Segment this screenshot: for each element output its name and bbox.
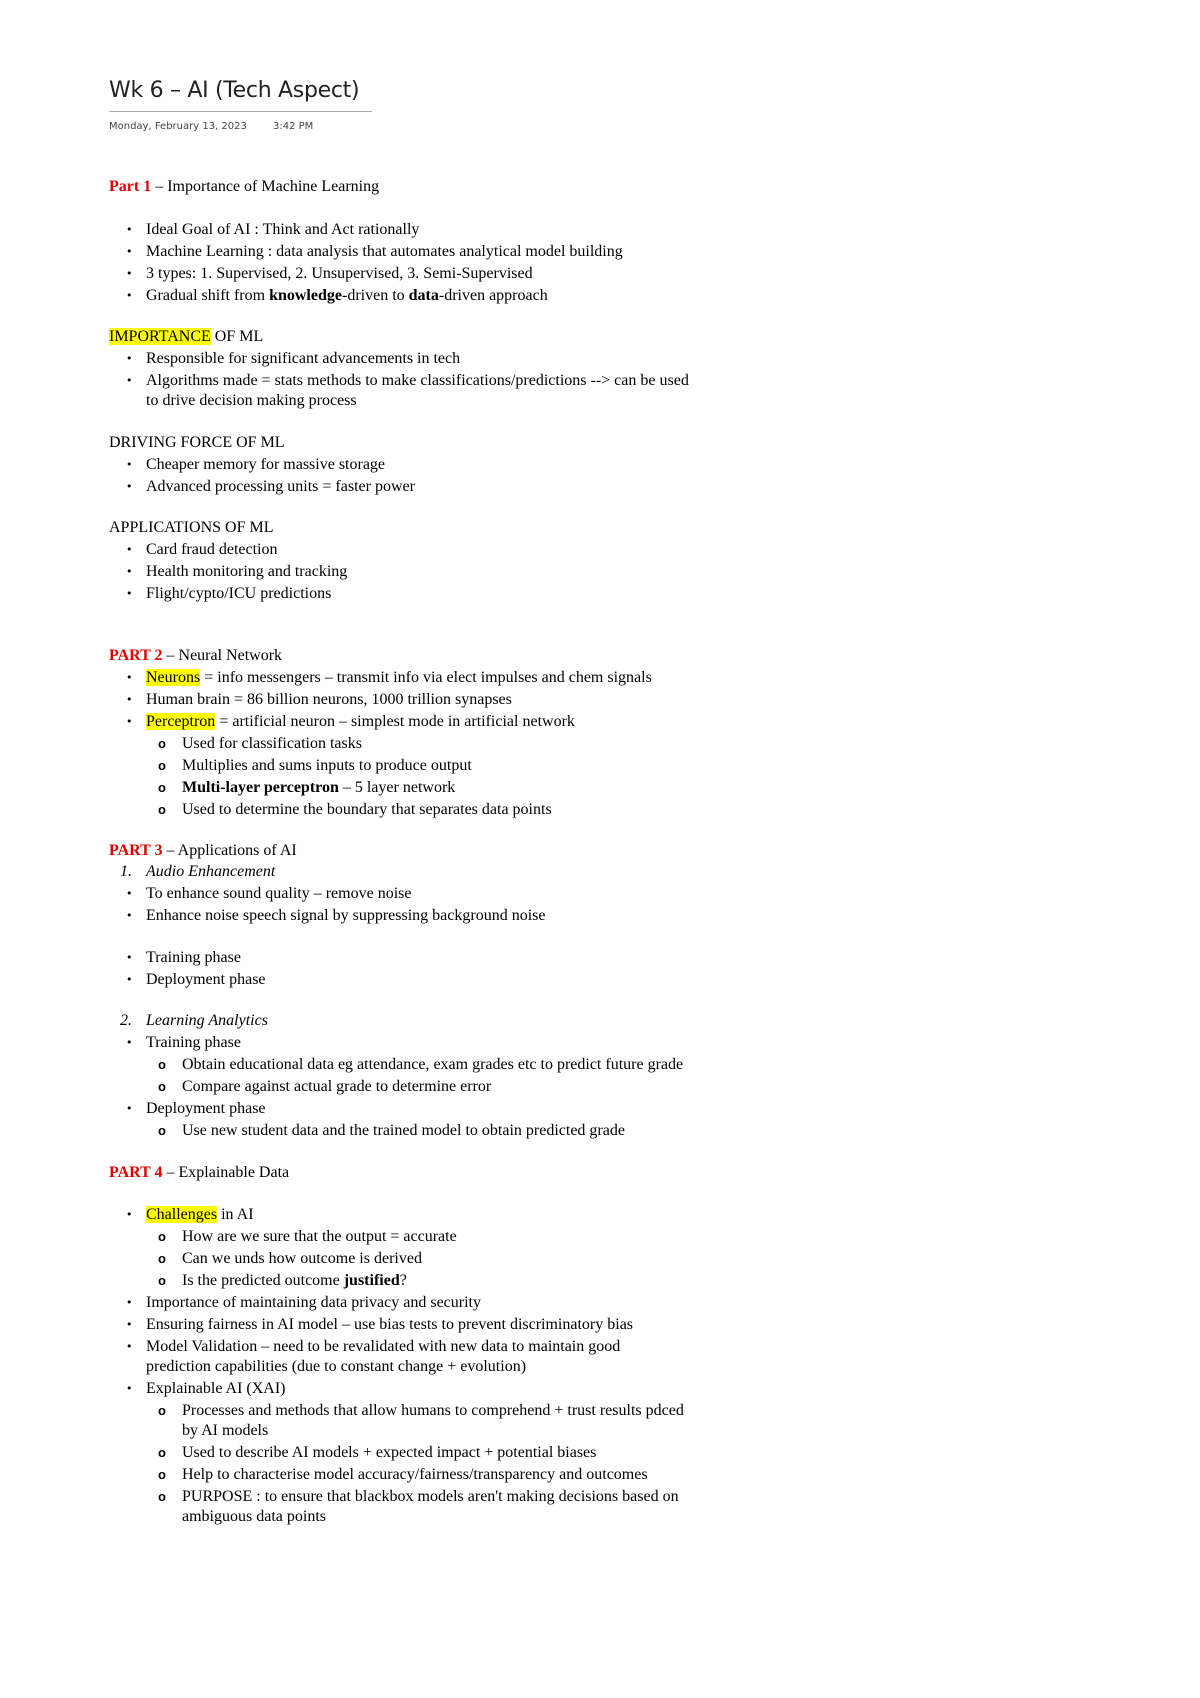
disc-bullet: • <box>126 1296 133 1309</box>
disc-bullet: • <box>126 1382 133 1395</box>
part1-label: Part 1 <box>109 178 152 195</box>
list-item: Explainable AI (XAI) <box>146 1380 286 1397</box>
disc-bullet: • <box>126 352 133 365</box>
disc-bullet: • <box>126 909 133 922</box>
text-run: ? <box>399 1272 407 1289</box>
importance-heading <box>109 327 263 347</box>
sub-list-item: Compare against actual grade to determine error <box>182 1078 492 1095</box>
applications-heading: APPLICATIONS OF ML <box>109 519 274 536</box>
sub-list-item: Help to characterise model accuracy/fairness/transparency and outcomes <box>182 1466 648 1483</box>
list-item <box>146 712 575 732</box>
list-item: Training phase <box>146 949 241 966</box>
note-date: Monday, February 13, 2023 <box>109 121 247 132</box>
list-item-continuation: prediction capabilities (due to constant change + evolution) <box>146 1358 527 1375</box>
list-item: Ideal Goal of AI : Think and Act rationally <box>146 221 420 238</box>
text-run: OF ML <box>210 328 264 345</box>
sub-list-item: Use new student data and the trained model to obtain predicted grade <box>182 1122 625 1139</box>
highlighted-text: Challenges <box>146 1206 218 1223</box>
circle-bullet: o <box>158 1229 166 1244</box>
disc-bullet: • <box>126 887 133 900</box>
disc-bullet: • <box>126 458 133 471</box>
audio-heading: Audio Enhancement <box>146 863 276 880</box>
disc-bullet: • <box>126 1102 133 1115</box>
circle-bullet: o <box>158 1273 166 1288</box>
sub-list-item-continuation: ambiguous data points <box>182 1508 326 1525</box>
circle-bullet: o <box>158 1467 166 1482</box>
sub-list-item: Can we unds how outcome is derived <box>182 1250 422 1267</box>
disc-bullet: • <box>126 223 133 236</box>
list-item: Ensuring fairness in AI model – use bias tests to prevent discriminatory bias <box>146 1316 634 1333</box>
disc-bullet: • <box>126 693 133 706</box>
part4-heading <box>109 1163 289 1183</box>
sub-list-item <box>182 778 455 798</box>
circle-bullet: o <box>158 1251 166 1266</box>
bold-text: knowledge <box>269 287 342 304</box>
list-item: Enhance noise speech signal by suppressing background noise <box>146 907 546 924</box>
sub-list-item: Multiplies and sums inputs to produce output <box>182 757 472 774</box>
disc-bullet: • <box>126 671 133 684</box>
disc-bullet: • <box>126 587 133 600</box>
text-run: -driven to <box>341 287 409 304</box>
bold-text: Multi-layer perceptron <box>182 779 339 796</box>
list-item <box>146 286 548 306</box>
part3-label: PART 3 <box>109 842 163 859</box>
circle-bullet: o <box>158 1489 166 1504</box>
text-run: in AI <box>217 1206 254 1223</box>
title-underline <box>109 111 372 112</box>
circle-bullet: o <box>158 1057 166 1072</box>
sub-list-item-continuation: by AI models <box>182 1422 269 1439</box>
list-item: Model Validation – need to be revalidated with new data to maintain good <box>146 1338 621 1355</box>
bold-text: justified <box>343 1272 400 1289</box>
list-item <box>146 668 652 688</box>
part3-title: – Applications of AI <box>162 842 297 859</box>
list-item: 3 types: 1. Supervised, 2. Unsupervised, 3. Semi-Supervised <box>146 265 533 282</box>
part2-title: – Neural Network <box>162 647 283 664</box>
part2-label: PART 2 <box>109 647 163 664</box>
part1-heading <box>109 177 379 197</box>
disc-bullet: • <box>126 1318 133 1331</box>
sub-list-item: Used for classification tasks <box>182 735 362 752</box>
part1-title: – Importance of Machine Learning <box>151 178 380 195</box>
list-item: Training phase <box>146 1034 241 1051</box>
list-item: Deployment phase <box>146 1100 266 1117</box>
list-item <box>146 1205 254 1225</box>
circle-bullet: o <box>158 802 166 817</box>
list-item: Flight/cypto/ICU predictions <box>146 585 332 602</box>
list-number: 1. <box>120 863 132 880</box>
part3-heading <box>109 841 297 861</box>
list-item: Advanced processing units = faster power <box>146 478 415 495</box>
circle-bullet: o <box>158 780 166 795</box>
note-time: 3:42 PM <box>273 121 314 132</box>
circle-bullet: o <box>158 1123 166 1138</box>
list-item: Human brain = 86 billion neurons, 1000 trillion synapses <box>146 691 512 708</box>
part4-label: PART 4 <box>109 1164 163 1181</box>
list-item: Card fraud detection <box>146 541 278 558</box>
list-item: Algorithms made = stats methods to make classifications/predictions --> can be used <box>146 372 689 389</box>
sub-list-item: PURPOSE : to ensure that blackbox models aren't making decisions based on <box>182 1488 679 1505</box>
disc-bullet: • <box>126 973 133 986</box>
list-number: 2. <box>120 1012 132 1029</box>
disc-bullet: • <box>126 1036 133 1049</box>
disc-bullet: • <box>126 951 133 964</box>
sub-list-item: Used to determine the boundary that separates data points <box>182 801 552 818</box>
sub-list-item: Used to describe AI models + expected impact + potential biases <box>182 1444 597 1461</box>
disc-bullet: • <box>126 715 133 728</box>
list-item-continuation: to drive decision making process <box>146 392 357 409</box>
list-item: Machine Learning : data analysis that automates analytical model building <box>146 243 623 260</box>
list-item: Responsible for significant advancements in tech <box>146 350 461 367</box>
part2-heading <box>109 646 282 666</box>
circle-bullet: o <box>158 1403 166 1418</box>
highlighted-text: Neurons <box>146 669 201 686</box>
disc-bullet: • <box>126 1340 133 1353</box>
list-item: Health monitoring and tracking <box>146 563 348 580</box>
page-title: Wk 6 – AI (Tech Aspect) <box>109 78 360 103</box>
text-run: – 5 layer network <box>338 779 456 796</box>
disc-bullet: • <box>126 245 133 258</box>
text-run: -driven approach <box>438 287 548 304</box>
sub-list-item <box>182 1271 407 1291</box>
text-run: = info messengers – transmit info via elect impulses and chem signals <box>200 669 652 686</box>
highlighted-text: IMPORTANCE <box>109 328 211 345</box>
disc-bullet: • <box>126 1208 133 1221</box>
circle-bullet: o <box>158 736 166 751</box>
disc-bullet: • <box>126 289 133 302</box>
text-run: Is the predicted outcome <box>182 1272 344 1289</box>
circle-bullet: o <box>158 758 166 773</box>
disc-bullet: • <box>126 374 133 387</box>
part4-title: – Explainable Data <box>162 1164 290 1181</box>
list-item: Importance of maintaining data privacy and security <box>146 1294 481 1311</box>
list-item: To enhance sound quality – remove noise <box>146 885 412 902</box>
sub-list-item: Obtain educational data eg attendance, exam grades etc to predict future grade <box>182 1056 684 1073</box>
text-run: = artificial neuron – simplest mode in artificial network <box>215 713 575 730</box>
disc-bullet: • <box>126 565 133 578</box>
list-item: Deployment phase <box>146 971 266 988</box>
driving-heading: DRIVING FORCE OF ML <box>109 434 285 451</box>
sub-list-item: Processes and methods that allow humans to comprehend + trust results pdced <box>182 1402 684 1419</box>
bold-text: data <box>408 287 439 304</box>
text-run: Gradual shift from <box>146 287 270 304</box>
disc-bullet: • <box>126 543 133 556</box>
learning-heading: Learning Analytics <box>146 1012 268 1029</box>
sub-list-item: How are we sure that the output = accurate <box>182 1228 457 1245</box>
disc-bullet: • <box>126 480 133 493</box>
list-item: Cheaper memory for massive storage <box>146 456 386 473</box>
disc-bullet: • <box>126 267 133 280</box>
highlighted-text: Perceptron <box>146 713 216 730</box>
circle-bullet: o <box>158 1445 166 1460</box>
circle-bullet: o <box>158 1079 166 1094</box>
